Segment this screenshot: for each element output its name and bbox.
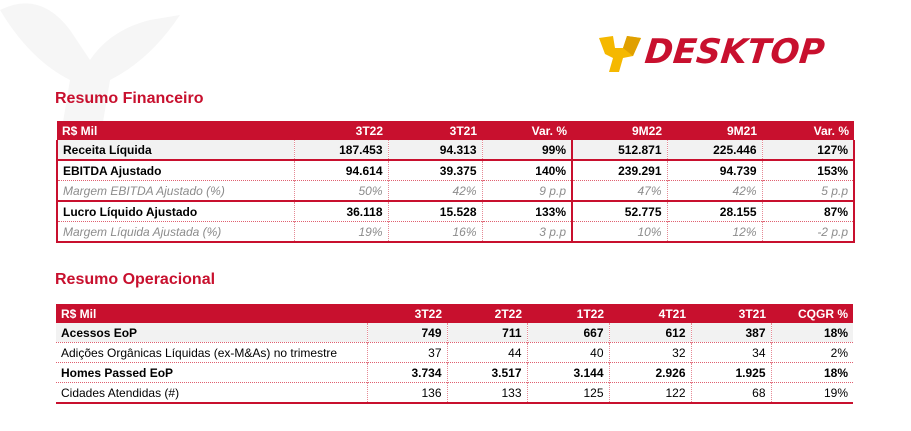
- table-row: [57, 222, 854, 243]
- column-header: 9M21: [667, 121, 762, 140]
- column-header: Var. %: [762, 121, 854, 140]
- column-header: CQGR %: [771, 304, 853, 323]
- table-cell: 37: [367, 343, 447, 363]
- table-cell: 2.926: [609, 363, 691, 383]
- row-label: Acessos EoP: [56, 323, 367, 343]
- column-header: 1T22: [527, 304, 609, 323]
- table-cell: 512.871: [572, 140, 667, 160]
- table-cell: 87%: [823, 204, 848, 219]
- table-cell: 133: [447, 383, 527, 404]
- table-cell: 133%: [482, 201, 572, 222]
- table-cell: 18%: [771, 363, 853, 383]
- table-cell: 153%: [817, 163, 848, 178]
- financial-summary-title: Resumo Financeiro: [55, 90, 204, 107]
- row-label: Margem Líquida Ajustada (%): [57, 222, 294, 243]
- table-cell: 94.739: [667, 160, 762, 181]
- table-header-row: [56, 304, 853, 323]
- table-cell: 711: [447, 323, 527, 343]
- table-cell: 15.528: [388, 201, 482, 222]
- table-cell: 42%: [667, 181, 762, 202]
- table-cell: 140%: [482, 160, 572, 181]
- table-cell: 3.734: [367, 363, 447, 383]
- column-header: 2T22: [447, 304, 527, 323]
- column-header: 4T21: [609, 304, 691, 323]
- table-row: [57, 181, 854, 202]
- table-cell: 47%: [572, 181, 667, 202]
- table-row: [57, 201, 854, 222]
- operational-summary-title: Resumo Operacional: [55, 271, 216, 288]
- table-cell: 136: [367, 383, 447, 404]
- table-cell: 225.446: [667, 140, 762, 160]
- table-cell: 3 p.p: [482, 222, 572, 243]
- table-cell: -2 p.p: [762, 222, 854, 243]
- table-cell: 44: [447, 343, 527, 363]
- table-cell: 125: [527, 383, 609, 404]
- table-cell: 3.517: [447, 363, 527, 383]
- column-header: 9M22: [572, 121, 667, 140]
- table-cell: 127%: [762, 140, 854, 160]
- column-header: 3T22: [294, 121, 388, 140]
- table-cell: 12%: [667, 222, 762, 243]
- table-cell: 36.118: [294, 201, 388, 222]
- table-cell: 187.453: [294, 140, 388, 160]
- table-cell: 28.155: [667, 201, 762, 222]
- table-cell: 99%: [482, 140, 572, 160]
- table-row: [57, 160, 854, 181]
- table-cell: 39.375: [388, 160, 482, 181]
- column-header: R$ Mil: [57, 121, 294, 140]
- row-label: Adições Orgânicas Líquidas (ex-M&As) no trimestre: [56, 343, 367, 363]
- table-row: [56, 323, 853, 343]
- table-cell: 749: [367, 323, 447, 343]
- column-header: 3T21: [388, 121, 482, 140]
- column-header: Var. %: [482, 121, 572, 140]
- table-cell: 9 p.p: [482, 181, 572, 202]
- table-cell: 50%: [294, 181, 388, 202]
- table-cell: 1.925: [691, 363, 771, 383]
- table-cell: 387: [691, 323, 771, 343]
- row-label: EBITDA Ajustado: [57, 160, 294, 181]
- table-row: [56, 383, 853, 404]
- row-label: Receita Líquida: [57, 140, 294, 160]
- table-row: [56, 363, 853, 383]
- row-label: Cidades Atendidas (#): [56, 383, 367, 404]
- table-cell: 612: [609, 323, 691, 343]
- table-cell: 122: [609, 383, 691, 404]
- logo-mark-icon: [597, 32, 641, 72]
- table-cell: 18%: [771, 323, 853, 343]
- logo-wordmark: DESKTOP: [642, 32, 827, 72]
- column-header: R$ Mil: [56, 304, 367, 323]
- operational-summary-table: [56, 304, 853, 404]
- table-cell: 68: [691, 383, 771, 404]
- table-header-row: [57, 121, 854, 140]
- table-cell: 42%: [388, 181, 482, 202]
- row-label: Margem EBITDA Ajustado (%): [57, 181, 294, 202]
- table-row: [56, 343, 853, 363]
- table-cell: 2%: [771, 343, 853, 363]
- table-cell: 10%: [572, 222, 667, 243]
- table-cell: 94.614: [294, 160, 388, 181]
- column-header: 3T21: [691, 304, 771, 323]
- watermark-logo: [0, 0, 200, 140]
- table-cell: 16%: [388, 222, 482, 243]
- table-cell: 239.291: [572, 160, 667, 181]
- row-label: Lucro Líquido Ajustado: [57, 201, 294, 222]
- table-cell: 52.775: [572, 201, 667, 222]
- table-cell: 667: [527, 323, 609, 343]
- table-cell: 40: [527, 343, 609, 363]
- table-cell: 34: [691, 343, 771, 363]
- table-cell: 94.313: [388, 140, 482, 160]
- table-cell: 19%: [294, 222, 388, 243]
- table-cell: 5 p.p: [762, 181, 854, 202]
- column-header: 3T22: [367, 304, 447, 323]
- table-cell: 3.144: [527, 363, 609, 383]
- table-row: [57, 140, 854, 160]
- table-cell: 19%: [771, 383, 853, 404]
- row-label: Homes Passed EoP: [56, 363, 367, 383]
- desktop-logo: [597, 30, 827, 74]
- financial-summary-table: [56, 121, 855, 243]
- table-cell: 32: [609, 343, 691, 363]
